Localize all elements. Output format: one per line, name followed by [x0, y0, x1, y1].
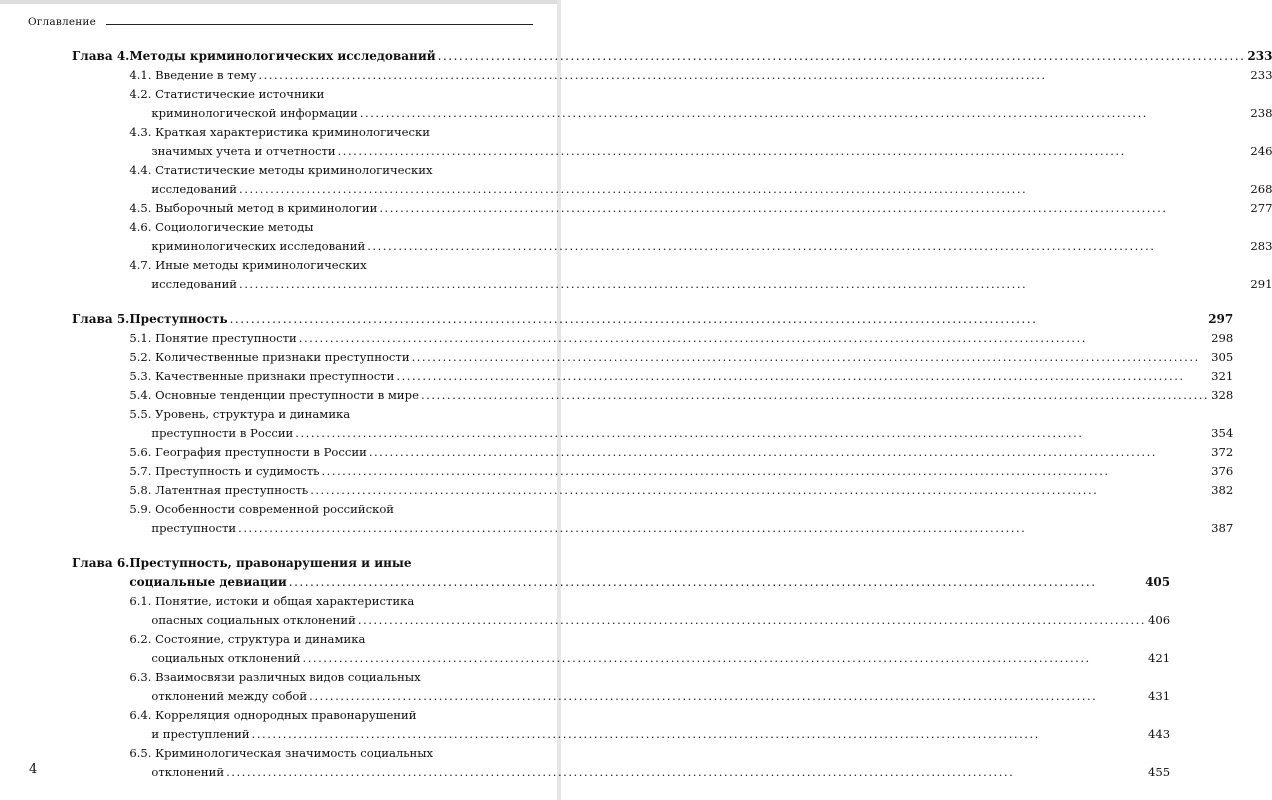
section-page-number: 291 [1250, 277, 1272, 291]
dot-leader [239, 180, 1248, 199]
section-title: 5.3. Качественные признаки преступности [129, 369, 395, 383]
section-title: 4.6. Социологические методы [129, 220, 314, 234]
chapter-page-number: 233 [1247, 49, 1272, 63]
section-page-number: 431 [1148, 689, 1171, 703]
table-of-contents [72, 47, 1272, 782]
section-title: 6.1. Понятие, истоки и общая характеристика [129, 594, 415, 608]
dot-leader [379, 199, 1248, 218]
section-line [129, 649, 1170, 668]
section-entry [129, 348, 1233, 367]
chapter-title-line [129, 310, 1233, 329]
section-entry [129, 630, 1170, 668]
section-page-number: 376 [1211, 464, 1234, 478]
section-line [129, 142, 1272, 161]
section-entry [129, 85, 1272, 123]
section-page-number: 277 [1250, 201, 1272, 215]
section-title: 6.5. Криминологическая значимость социальных [129, 746, 434, 760]
section-line [129, 706, 1170, 725]
section-title: опасных социальных отклонений [151, 613, 356, 627]
section-entry [129, 329, 1233, 348]
section-entry [129, 481, 1233, 500]
section-entry [129, 199, 1272, 218]
dot-leader [226, 763, 1146, 782]
chapter-title-line [129, 47, 1272, 66]
chapter-entry [72, 47, 1272, 294]
section-line [129, 462, 1233, 481]
chapter-title-text: Преступность, правонарушения и иные [129, 556, 412, 570]
section-title: отклонений [151, 765, 225, 779]
section-entry [129, 123, 1272, 161]
dot-leader [299, 329, 1209, 348]
chapter-title-text: Преступность [129, 312, 228, 326]
section-entry [129, 443, 1233, 462]
section-line [129, 237, 1272, 256]
chapter-label: Глава 4. [72, 49, 130, 63]
section-line [129, 725, 1170, 744]
section-line [129, 66, 1272, 85]
section-title: преступности в России [151, 426, 294, 440]
section-line [129, 275, 1272, 294]
dot-leader [321, 462, 1209, 481]
section-line [129, 386, 1233, 405]
section-page-number: 238 [1250, 106, 1272, 120]
section-title: исследований [151, 182, 238, 196]
running-header [28, 14, 533, 28]
section-page-number: 387 [1211, 521, 1234, 535]
section-title: 4.2. Статистические источники [129, 87, 325, 101]
section-title: социальных отклонений [151, 651, 301, 665]
dot-leader [309, 687, 1146, 706]
section-page-number: 321 [1211, 369, 1234, 383]
chapter-title-text: социальные девиации [129, 575, 287, 589]
dot-leader [367, 237, 1248, 256]
header-rule [106, 24, 533, 25]
section-entry [129, 706, 1170, 744]
section-page-number: 443 [1148, 727, 1171, 741]
dot-leader [239, 275, 1248, 294]
section-title: 5.6. География преступности в России [129, 445, 367, 459]
section-page-number: 233 [1250, 68, 1272, 82]
dot-leader [303, 649, 1146, 668]
section-title: 4.1. Введение в тему [129, 68, 257, 82]
section-entry [129, 367, 1233, 386]
chapter-body [129, 554, 1170, 782]
section-title: криминологической информации [151, 106, 358, 120]
section-entry [129, 405, 1233, 443]
section-title: значимых учета и отчетности [151, 144, 336, 158]
chapter-title-line [129, 554, 1170, 573]
section-page-number: 382 [1211, 483, 1234, 497]
dot-leader [289, 573, 1143, 592]
chapter-entry [72, 554, 1171, 782]
section-line [129, 329, 1233, 348]
section-line [129, 443, 1233, 462]
section-title: криминологических исследований [151, 239, 366, 253]
section-page-number: 283 [1250, 239, 1272, 253]
chapter-label: Глава 6. [72, 556, 130, 570]
section-entry [129, 744, 1170, 782]
section-line [129, 592, 1170, 611]
section-page-number: 246 [1250, 144, 1272, 158]
section-line [129, 405, 1233, 424]
section-title: 5.8. Латентная преступность [129, 483, 309, 497]
section-title: 4.5. Выборочный метод в криминологии [129, 201, 378, 215]
section-title: 5.5. Уровень, структура и динамика [129, 407, 351, 421]
section-line [129, 123, 1272, 142]
chapter-page-number: 405 [1145, 575, 1171, 589]
section-title: 6.3. Взаимосвязи различных видов социальных [129, 670, 421, 684]
section-entry [129, 592, 1170, 630]
section-line [129, 500, 1233, 519]
chapter-body [129, 310, 1233, 538]
dot-leader [238, 519, 1209, 538]
section-line [129, 744, 1170, 763]
dot-leader [252, 725, 1146, 744]
scan-edge [0, 0, 561, 4]
dot-leader [295, 424, 1209, 443]
section-line [129, 256, 1272, 275]
dot-leader [338, 142, 1249, 161]
section-line [129, 763, 1170, 782]
section-line [129, 481, 1233, 500]
dot-leader [421, 386, 1209, 405]
dot-leader [438, 47, 1246, 66]
section-title: преступности [151, 521, 237, 535]
section-title: исследований [151, 277, 238, 291]
section-title: 5.2. Количественные признаки преступности [129, 350, 410, 364]
section-line [129, 85, 1272, 104]
chapter-body [129, 47, 1272, 294]
section-title: 4.7. Иные методы криминологических [129, 258, 367, 272]
dot-leader [360, 104, 1249, 123]
section-title: 5.7. Преступность и судимость [129, 464, 320, 478]
section-entry [129, 256, 1272, 294]
section-line [129, 104, 1272, 123]
section-line [129, 668, 1170, 687]
section-line [129, 611, 1170, 630]
section-title: 5.1. Понятие преступности [129, 331, 297, 345]
page-number: 4 [29, 762, 38, 777]
section-title: 5.9. Особенности современной российской [129, 502, 395, 516]
section-line [129, 519, 1233, 538]
section-line [129, 367, 1233, 386]
dot-leader [230, 310, 1207, 329]
dot-leader [369, 443, 1209, 462]
section-page-number: 328 [1211, 388, 1234, 402]
section-line [129, 687, 1170, 706]
section-entry [129, 161, 1272, 199]
section-line [129, 199, 1272, 218]
section-page-number: 298 [1211, 331, 1234, 345]
section-entry [129, 500, 1233, 538]
section-entry [129, 386, 1233, 405]
dot-leader [258, 66, 1248, 85]
section-page-number: 268 [1250, 182, 1272, 196]
section-line [129, 424, 1233, 443]
section-line [129, 348, 1233, 367]
section-title: 4.4. Статистические методы криминологических [129, 163, 433, 177]
section-title: 5.4. Основные тенденции преступности в мире [129, 388, 419, 402]
running-header-label: Оглавление [28, 16, 97, 28]
section-entry [129, 66, 1272, 85]
section-title: 6.4. Корреляция однородных правонарушений [129, 708, 417, 722]
section-title: 4.3. Краткая характеристика криминологически [129, 125, 430, 139]
section-page-number: 455 [1148, 765, 1171, 779]
dot-leader [358, 611, 1146, 630]
dot-leader [310, 481, 1209, 500]
dot-leader [412, 348, 1210, 367]
section-line [129, 161, 1272, 180]
chapter-entry [72, 310, 1234, 538]
section-title: отклонений между собой [151, 689, 308, 703]
chapter-label: Глава 5. [72, 312, 130, 326]
section-line [129, 630, 1170, 649]
chapter-page-number: 297 [1208, 312, 1234, 326]
section-page-number: 305 [1211, 350, 1234, 364]
chapter-title-line [129, 573, 1170, 592]
dot-leader [396, 367, 1209, 386]
section-page-number: 421 [1148, 651, 1171, 665]
section-entry [129, 668, 1170, 706]
section-page-number: 354 [1211, 426, 1234, 440]
section-title: 6.2. Состояние, структура и динамика [129, 632, 366, 646]
section-page-number: 406 [1148, 613, 1171, 627]
section-line [129, 218, 1272, 237]
section-entry [129, 462, 1233, 481]
section-entry [129, 218, 1272, 256]
section-page-number: 372 [1211, 445, 1234, 459]
section-line [129, 180, 1272, 199]
chapter-title-text: Методы криминологических исследований [129, 49, 436, 63]
section-title: и преступлений [151, 727, 250, 741]
